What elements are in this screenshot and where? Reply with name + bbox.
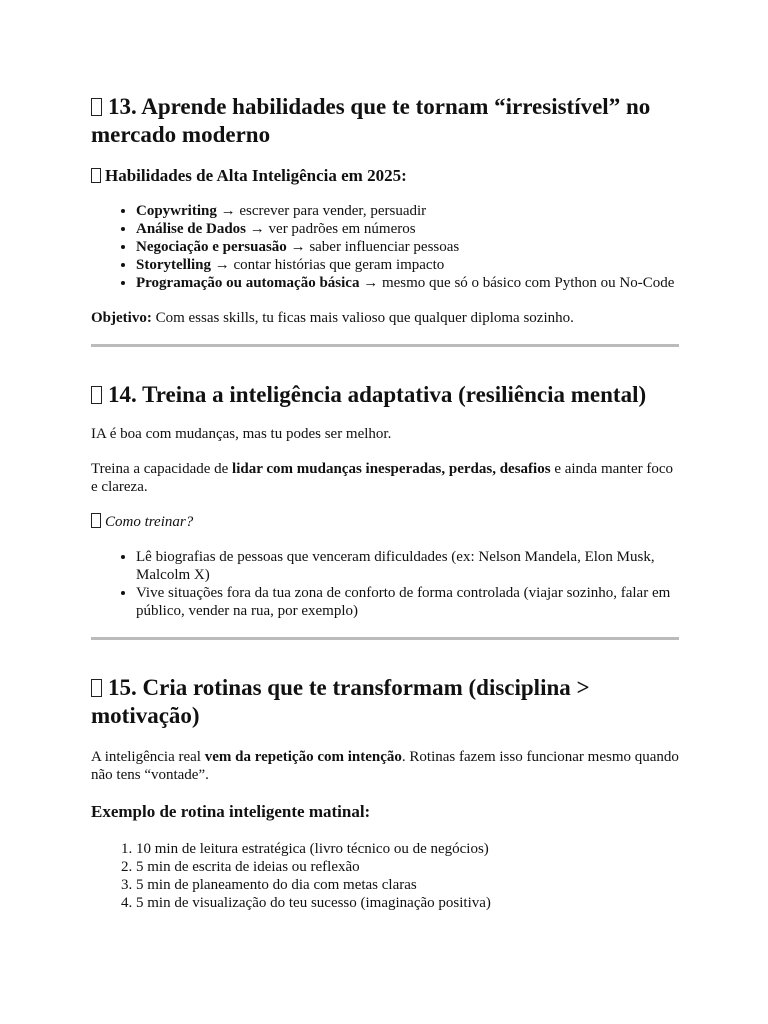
list-item: 4. 5 min de visualização do teu sucesso (imaginação positiva) <box>136 894 679 912</box>
list-item: • Negociação e persuasão → saber influenciar pessoas <box>136 238 679 256</box>
list-item: 3. 5 min de planeamento do dia com metas claras <box>136 876 679 894</box>
emoji-placeholder-icon <box>91 386 102 404</box>
skills-list <box>91 202 679 292</box>
section-14-title: 14. Treina a inteligência adaptativa (resiliência mental) <box>91 381 679 409</box>
emoji-placeholder-icon <box>91 98 102 116</box>
objective-paragraph: Objetivo: Com essas skills, tu ficas mais valioso que qualquer diploma sozinho. <box>91 310 574 326</box>
list-item: • Programação ou automação básica → mesmo que só o básico com Python ou No-Code <box>136 274 679 292</box>
section-14-paragraph-1: IA é boa com mudanças, mas tu podes ser melhor. <box>91 426 392 442</box>
document-content <box>91 93 679 912</box>
list-item: • Lê biografias de pessoas que venceram dificuldades (ex: Nelson Mandela, Elon Musk, Malcolm X) <box>136 548 679 584</box>
section-15-paragraph: A inteligência real vem da repetição com intenção. Rotinas fazem isso funcionar mesmo quando não tens “vontade”. <box>91 749 679 783</box>
list-item: • Copywriting → escrever para vender, persuadir <box>136 202 679 220</box>
list-item: • Análise de Dados → ver padrões em números <box>136 220 679 238</box>
emoji-placeholder-icon <box>91 679 102 697</box>
section-13-subtitle: Habilidades de Alta Inteligência em 2025: <box>91 165 679 187</box>
list-item: 2. 5 min de escrita de ideias ou reflexão <box>136 858 679 876</box>
emoji-placeholder-icon <box>91 168 101 183</box>
section-divider <box>91 344 679 347</box>
section-divider <box>91 637 679 640</box>
routine-steps-list <box>91 840 679 912</box>
emoji-placeholder-icon <box>91 513 101 528</box>
how-to-train-label: Como treinar? <box>91 513 679 531</box>
training-list <box>91 548 679 620</box>
section-13-title: 13. Aprende habilidades que te tornam “irresistível” no mercado moderno <box>91 94 651 147</box>
section-15-title: 15. Cria rotinas que te transformam (disciplina > motivação) <box>91 675 590 728</box>
section-14-paragraph-2: Treina a capacidade de lidar com mudanças inesperadas, perdas, desafios e ainda manter foco e clareza. <box>91 461 674 495</box>
list-item: • Vive situações fora da tua zona de conforto de forma controlada (viajar sozinho, falar em público, vender na rua, por exemplo) <box>136 584 679 620</box>
list-item: 1. 10 min de leitura estratégica (livro técnico ou de negócios) <box>136 840 679 858</box>
list-item: • Storytelling → contar histórias que geram impacto <box>136 256 679 274</box>
routine-subtitle: Exemplo de rotina inteligente matinal: <box>91 802 371 821</box>
